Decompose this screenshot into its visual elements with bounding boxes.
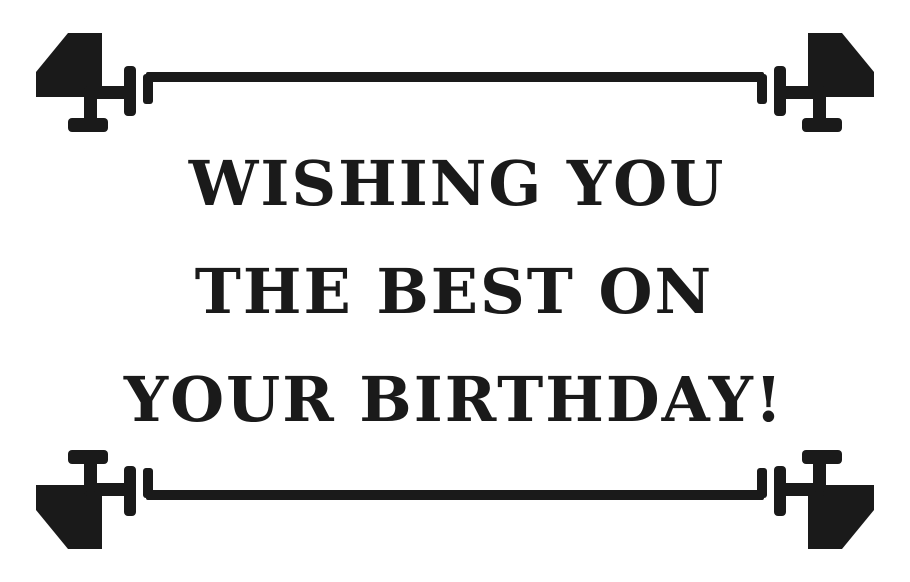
bottom-bar (143, 468, 767, 500)
birthday-message (0, 130, 910, 454)
corner-ornament-top-left (36, 33, 136, 132)
corner-ornament-bottom-left (36, 450, 136, 549)
corner-ornament-top-right (774, 33, 874, 132)
message-line-2: THE BEST ON (194, 255, 714, 328)
corner-ornament-bottom-right (774, 450, 874, 549)
message-line-1: WISHING YOU (188, 147, 726, 220)
message-line-3: YOUR BIRTHDAY! (123, 363, 785, 436)
top-bar (143, 72, 767, 104)
